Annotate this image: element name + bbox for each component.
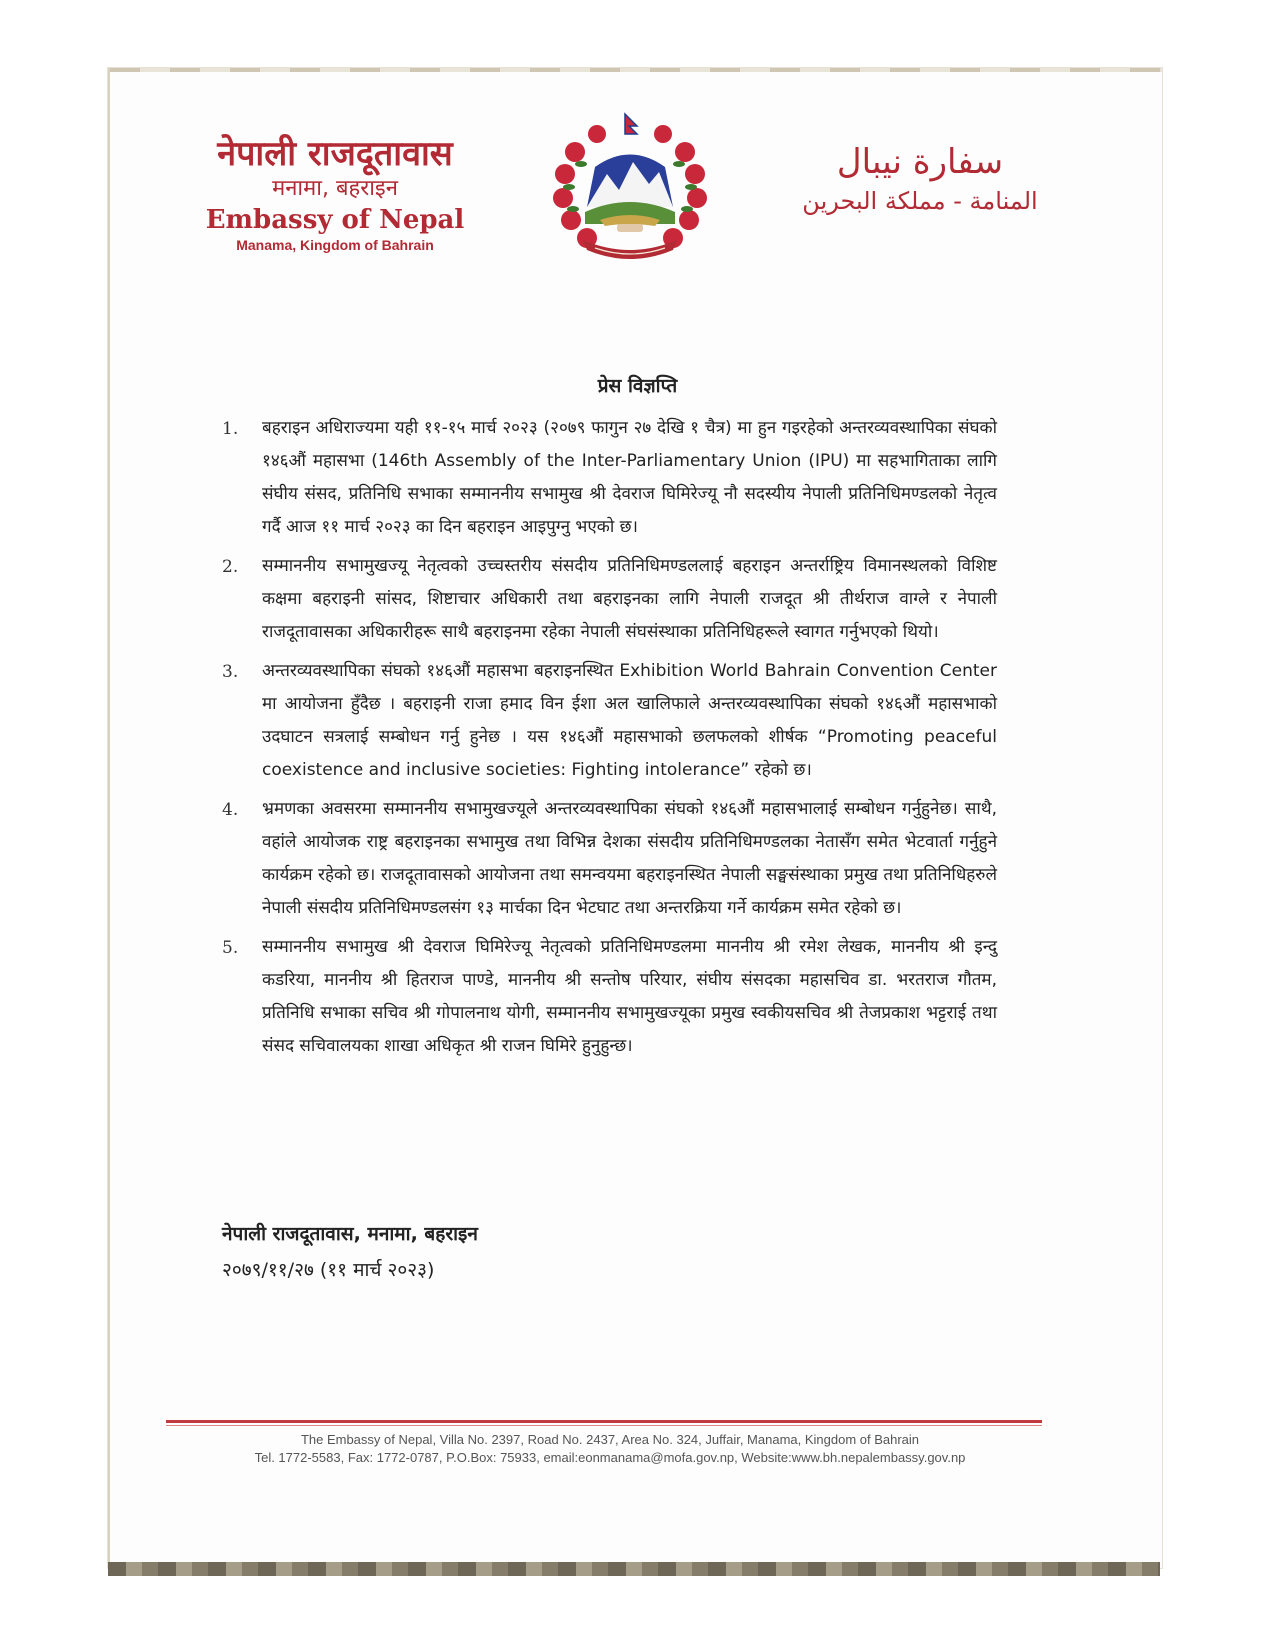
press-release-items: [222, 412, 997, 1069]
list-item: [222, 412, 997, 544]
nepal-coat-of-arms-emblem: [545, 112, 715, 262]
signature-organization: नेपाली राजदूतावास, मनामा, बहराइन: [222, 1223, 478, 1245]
arabic-city-line: المنامة - مملكة البحرين: [802, 187, 1038, 215]
arabic-embassy-title: سفارة نيبال: [836, 142, 1004, 182]
footer-address: The Embassy of Nepal, Villa No. 2397, Road No. 2437, Area No. 324, Juffair, Manama, Kingdom of Bahrain: [300, 1432, 920, 1447]
footer-contact: Tel. 1772-5583, Fax: 1772-0787, P.O.Box: 75933, email:eonmanama@mofa.gov.np, Website:www.bh.nepalembassy.gov.np: [254, 1450, 966, 1465]
item-number: 5.: [222, 938, 239, 958]
paper-bottom-edge: [108, 1562, 1160, 1576]
item-number: 1.: [222, 419, 239, 439]
item-text: भ्रमणका अवसरमा सम्माननीय सभामुखज्यूले अन्तरव्यवस्थापिका संघको १४६औं महासभालाई सम्बोधन गर्नुहुनेछ। साथै, वहांले आयोजक राष्ट्र बहराइनका सभामुख तथा विभिन्न देशका संसदीय प्रतिनिधिमण्डलका नेतासँग समेत भेटवार्ता गर्नुहुने कार्यक्रम रहेको छ। राजदूतावासको आयोजना तथा समन्वयमा बहराइनस्थित नेपाली सङ्घसंस्थाका प्रमुख तथा प्रतिनिधिहरुले नेपाली संसदीय प्रतिनिधिमण्डलसंग १३ मार्चका दिन भेटघाट तथा अन्तरक्रिया गर्ने कार्यक्रम समेत रहेको छ।: [262, 799, 997, 918]
footer-divider-thin: [166, 1425, 1042, 1426]
nepali-embassy-title: नेपाली राजदूतावास: [217, 134, 453, 174]
item-text: अन्तरव्यवस्थापिका संघको १४६औं महासभा बहराइनस्थित Exhibition World Bahrain Convention Center मा आयोजना हुँदैछ । बहराइनी राजा हमाद विन ईशा अल खालिफाले अन्तरव्यवस्थापिका संघको १४६औं महासभाको उदघाटन सत्रलाई सम्बोधन गर्नु हुनेछ । यस १४६औं महासभाको छलफलको शीर्षक “Promoting peaceful coexistence and inclusive societies: Fighting intolerance” रहेको छ।: [262, 661, 997, 780]
list-item: [222, 655, 997, 787]
footer-divider: [166, 1420, 1042, 1423]
press-release-title: प्रेस विज्ञप्ति: [597, 375, 678, 397]
english-embassy-title: Embassy of Nepal: [205, 205, 465, 235]
nepali-city-line: मनामा, बहराइन: [272, 176, 398, 201]
item-number: 3.: [222, 662, 239, 682]
item-number: 2.: [222, 557, 239, 577]
letterhead-left: [190, 134, 480, 254]
item-text: बहराइन अधिराज्यमा यही ११-१५ मार्च २०२३ (२०७९ फागुन २७ देखि १ चैत्र) मा हुन गइरहेको अन्तरव्यवस्थापिका संघको १४६औं महासभा (146th Assembly of the Inter-Parliamentary Union (IPU) मा सहभागिताका लागि संघीय संसद, प्रतिनिधि सभाका सम्माननीय सभामुख श्री देवराज घिमिरेज्यू नौ सदस्यीय नेपाली प्रतिनिधिमण्डलको नेतृत्व गर्दै आज ११ मार्च २०२३ का दिन बहराइन आइपुग्नु भएको छ।: [262, 418, 997, 537]
list-item: [222, 550, 997, 649]
signature-date: २०७९/११/२७ (११ मार्च २०२३): [222, 1259, 435, 1281]
item-number: 4.: [222, 800, 239, 820]
list-item: [222, 931, 997, 1063]
item-text: सम्माननीय सभामुखज्यू नेतृत्वको उच्चस्तरीय संसदीय प्रतिनिधिमण्डललाई बहराइन अन्तर्राष्ट्रिय विमानस्थलको विशिष्ट कक्षमा बहराइनी सांसद, शिष्टाचार अधिकारी तथा बहराइनका लागि नेपाली राजदूत श्री तीर्थराज वाग्ले र नेपाली राजदूतावासका अधिकारीहरू साथै बहराइनमा रहेका नेपाली संघसंस्थाका प्रतिनिधिहरूले स्वागत गर्नुभएको थियो।: [262, 556, 997, 642]
english-city-line: Manama, Kingdom of Bahrain: [236, 237, 434, 253]
list-item: [222, 793, 997, 925]
letterhead-right: [770, 140, 1070, 218]
item-text: सम्माननीय सभामुख श्री देवराज घिमिरेज्यू नेतृत्वको प्रतिनिधिमण्डलमा माननीय श्री रमेश लेखक, माननीय श्री इन्दु कडरिया, माननीय श्री हितराज पाण्डे, माननीय श्री सन्तोष परियार, संघीय संसदका महासचिव डा. भरतराज गौतम, प्रतिनिधि सभाका सचिव श्री गोपालनाथ योगी, सम्माननीय सभामुखज्यूका प्रमुख स्वकीयसचिव श्री तेजप्रकाश भट्टराई तथा संसद सचिवालयका शाखा अधिकृत श्री राजन घिमिरे हुनुहुन्छ।: [262, 937, 997, 1056]
